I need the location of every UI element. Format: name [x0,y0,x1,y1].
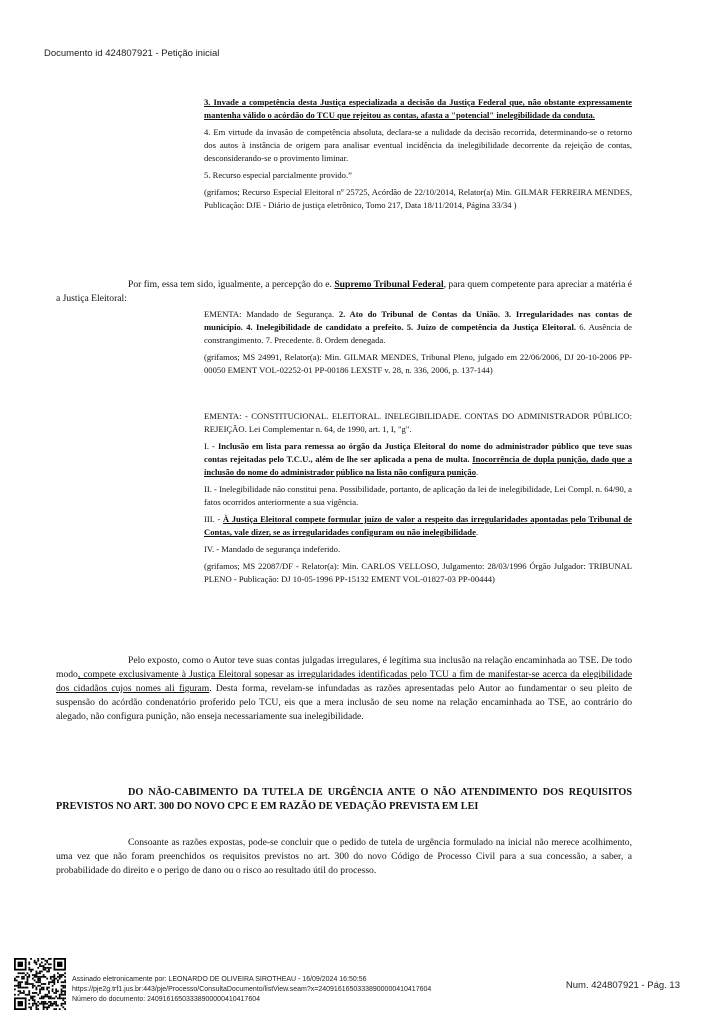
quote-block-ementa-2 [204,410,632,590]
ementa-2-item-iv: IV. - Mandado de segurança indeferido. [204,544,341,554]
paragraph-final: Consoante as razões expostas, pode-se concluir que o pedido de tutela de urgência formulado na inicial não merece acolhimento, uma vez que não foram preenchidos os requisitos previstos no art. 300 do novo Código de Processo Civil para a sua concessão, a saber, a probabilidade do direito e o perigo de dano ou o risco ao resultado útil do processo. [56,837,632,876]
quote-item-5: 5. Recurso especial parcialmente provido.” [204,170,352,180]
section-title: DO NÃO-CABIMENTO DA TUTELA DE URGÊNCIA ANTE O NÃO ATENDIMENTO DOS REQUISITOS PREVISTOS NO ART. 300 DO NOVO CPC E EM RAZÃO DE VEDAÇÃO PREVISTA EM LEI [56,787,632,812]
ementa-2-item-iii: III. - À Justiça Eleitoral compete formular juízo de valor a respeito das irregularidades apontadas pelo Tribunal de Contas, vale dizer, se as irregularidades configuram ou não inelegibilidade. [204,514,632,537]
ementa-1-text: EMENTA: Mandado de Segurança. 2. Ato do Tribunal de Contas da União. 3. Irregularidades nas contas de município. 4. Inelegibilidade de candidato a prefeito. 5. Juízo de competência da Justiça Eleitoral. 6. Ausência de constrangimento. 7. Precedente. 8. Ordem denegada. [204,309,632,345]
signed-by: Assinado eletronicamente por: LEONARDO DE OLIVEIRA SIROTHEAU - 16/09/2024 16:50:56 [72,976,367,983]
paragraph-stf: Por fim, essa tem sido, igualmente, a percepção do e. Supremo Tribunal Federal, para quem competente para apreciar a matéria é a Justiça Eleitoral: [56,279,632,304]
ementa-2-item-i: I. - Inclusão em lista para remessa ao órgão da Justiça Eleitoral do nome do administrador público que teve suas contas rejeitadas pelo T.C.U., além de lhe ser aplicada a pena de multa. Inocorrência de dupla punição, dado que a inclusão do nome do administrador público na lista não configura punição. [204,441,632,477]
quote-citation: (grifamos; Recurso Especial Eleitoral nº 25725, Acórdão de 22/10/2014, Relator(a) Min. GILMAR FERREIRA MENDES, Publicação: DJE - Diário de justiça eletrônico, Tomo 217, Data 18/11/2014, Página 33/34 ) [204,187,632,210]
quote-item-3: 3. Invade a competência desta Justiça especializada a decisão da Justiça Federal que, não obstante expressamente mantenha válido o acórdão do TCU que rejeitou as contas, afasta a "potencial" inelegibilidade da conduta. [204,97,632,120]
ementa-1-citation: (grifamos; MS 24991, Relator(a): Min. GILMAR MENDES, Tribunal Pleno, julgado em 22/06/2006, DJ 20-10-2006 PP-00050 EMENT VOL-02252-01 PP-00186 LEXSTF v. 28, n. 336, 2006, p. 137-144) [204,352,632,375]
qr-code-icon [14,958,66,1010]
paragraph-conclusion: Pelo exposto, como o Autor teve suas contas julgadas irregulares, é legítima sua inclusão na relação encaminhada ao TSE. De todo modo, compete exclusivamente à Justiça Eleitoral sopesar as irregularidades identificadas pelo TCU a fim de manifestar-se acerca da elegibilidade dos cidadãos cujos nomes ali figuram. Desta forma, revelam-se infundadas as razões apresentadas pelo Autor ao fundamentar o seu pleito de suspensão do acórdão condenatório proferido pelo TCU, eis que a mera inclusão de seu nome na relação encaminhada ao TSE, ao contrário do alegado, não configura punição, não enseja necessariamente sua inelegibilidade. [56,655,633,722]
ementa-2-item-ii: II. - Inelegibilidade não constitui pena. Possibilidade, portanto, de aplicação da lei de inelegibilidade, Lei Compl. n. 64/90, a fatos ocorridos anteriormente a sua vigência. [204,484,632,507]
ementa-2-citation: (grifamos; MS 22087/DF - Relator(a): Min. CARLOS VELLOSO, Julgamento: 28/03/1996 Órgão Julgador: TRIBUNAL PLENO - Publicação: DJ 10-05-1996 PP-15132 EMENT VOL-01827-03 PP-00444) [204,561,632,584]
quote-block-ementa-1 [204,308,632,381]
signature-footer [72,975,431,1005]
quote-block-resp [204,96,632,216]
page-number: Num. 424807921 - Pág. 13 [565,980,680,991]
quote-item-4: 4. Em virtude da invasão de competência absoluta, declara-se a nulidade da decisão recorrida, determinando-se o retorno dos autos à instância de origem para analisar eventual incidência da inelegibilidade decorrente da rejeição de contas, desconsiderando-se o provimento liminar. [204,127,632,163]
document-header: Documento id 424807921 - Petição inicial [44,48,220,59]
document-url[interactable]: https://pje2g.trf1.jus.br:443/pje/Processo/ConsultaDocumento/listView.seam?x=24091616503338900000410417604 [72,986,432,993]
ementa-2-intro: EMENTA: - CONSTITUCIONAL. ELEITORAL. INELEGIBILIDADE. CONTAS DO ADMINISTRADOR PÚBLICO: REJEIÇÃO. Lei Complementar n. 64, de 1990, art. 1, I, "g". [204,411,632,434]
document-number: Número do documento: 24091616503338900000410417604 [72,996,260,1003]
